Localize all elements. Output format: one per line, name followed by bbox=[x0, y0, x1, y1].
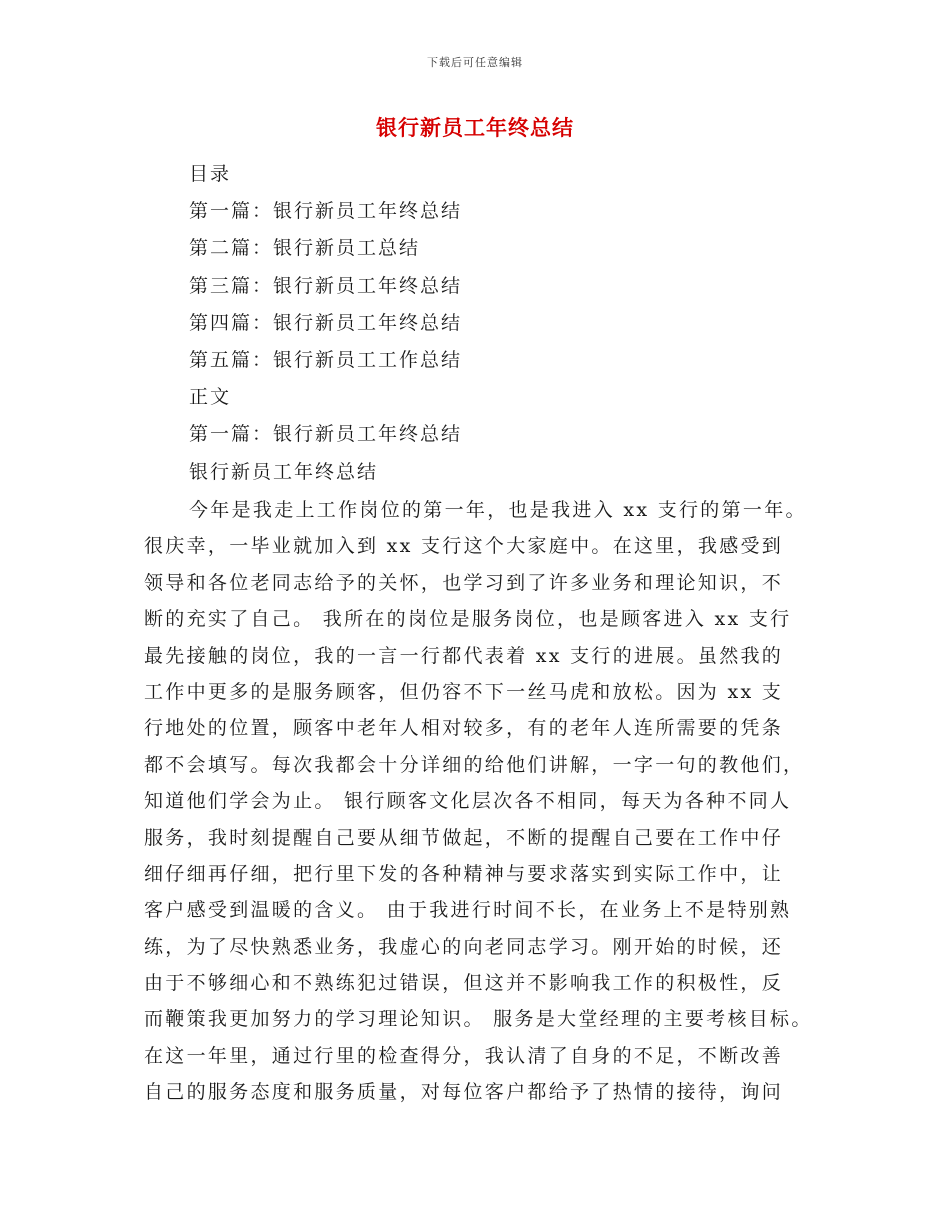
page-header-note: 下载后可任意编辑 bbox=[427, 56, 523, 69]
paragraph-line: 知道他们学会为止。 银行顾客文化层次各不相同，每天为各种不同人 bbox=[144, 790, 792, 813]
toc-item: 第二篇：银行新员工总结 bbox=[189, 237, 421, 260]
document-title: 银行新员工年终总结 bbox=[376, 115, 574, 140]
toc-heading: 目录 bbox=[189, 163, 232, 185]
paragraph-line: 而鞭策我更加努力的学习理论知识。 服务是大堂经理的主要考核目标。 bbox=[144, 1008, 813, 1031]
toc-item: 第五篇：银行新员工工作总结 bbox=[189, 348, 463, 371]
paragraph-line: 领导和各位老同志给予的关怀，也学习到了许多业务和理论知识，不 bbox=[144, 571, 784, 594]
chapter-heading: 第一篇：银行新员工年终总结 bbox=[189, 423, 463, 446]
paragraph-line: 服务，我时刻提醒自己要从细节做起，不断的提醒自己要在工作中仔 bbox=[144, 826, 784, 849]
paragraph-line: 在这一年里，通过行里的检查得分，我认清了自身的不足，不断改善 bbox=[144, 1044, 784, 1067]
table-of-contents bbox=[189, 156, 809, 491]
paragraph-line: 行地处的位置，顾客中老年人相对较多，有的老年人连所需要的凭条 bbox=[144, 717, 784, 740]
body-heading: 正文 bbox=[189, 386, 232, 409]
paragraph-line: 练，为了尽快熟悉业务，我虚心的向老同志学习。刚开始的时候，还 bbox=[144, 935, 784, 958]
toc-item: 第一篇：银行新员工年终总结 bbox=[189, 200, 463, 223]
chapter-subtitle: 银行新员工年终总结 bbox=[189, 460, 379, 483]
toc-item: 第四篇：银行新员工年终总结 bbox=[189, 311, 463, 334]
paragraph-line: 工作中更多的是服务顾客，但仍容不下一丝马虎和放松。因为 xx 支 bbox=[144, 680, 784, 703]
paragraph-line: 细仔细再仔细，把行里下发的各种精神与要求落实到实际工作中，让 bbox=[144, 862, 784, 885]
paragraph-line: 断的充实了自己。 我所在的岗位是服务岗位，也是顾客进入 xx 支行 bbox=[144, 608, 792, 631]
toc-item: 第三篇：银行新员工年终总结 bbox=[189, 274, 463, 297]
paragraph-line: 最先接触的岗位，我的一言一行都代表着 xx 支行的进展。虽然我的 bbox=[144, 644, 784, 667]
paragraph-line: 很庆幸，一毕业就加入到 xx 支行这个大家庭中。在这里，我感受到 bbox=[144, 535, 784, 558]
paragraph-line: 客户感受到温暖的含义。 由于我进行时间不长，在业务上不是特别熟 bbox=[144, 899, 792, 922]
paragraph-line: 由于不够细心和不熟练犯过错误，但这并不影响我工作的积极性，反 bbox=[144, 972, 784, 995]
paragraph-line: 今年是我走上工作岗位的第一年，也是我进入 xx 支行的第一年。 bbox=[189, 499, 807, 521]
paragraph-line: 自己的服务态度和服务质量，对每位客户都给予了热情的接待，询问 bbox=[144, 1081, 784, 1104]
body-paragraph bbox=[144, 492, 816, 1111]
paragraph-line: 都不会填写。每次我都会十分详细的给他们讲解，一字一句的教他们， bbox=[144, 753, 805, 776]
